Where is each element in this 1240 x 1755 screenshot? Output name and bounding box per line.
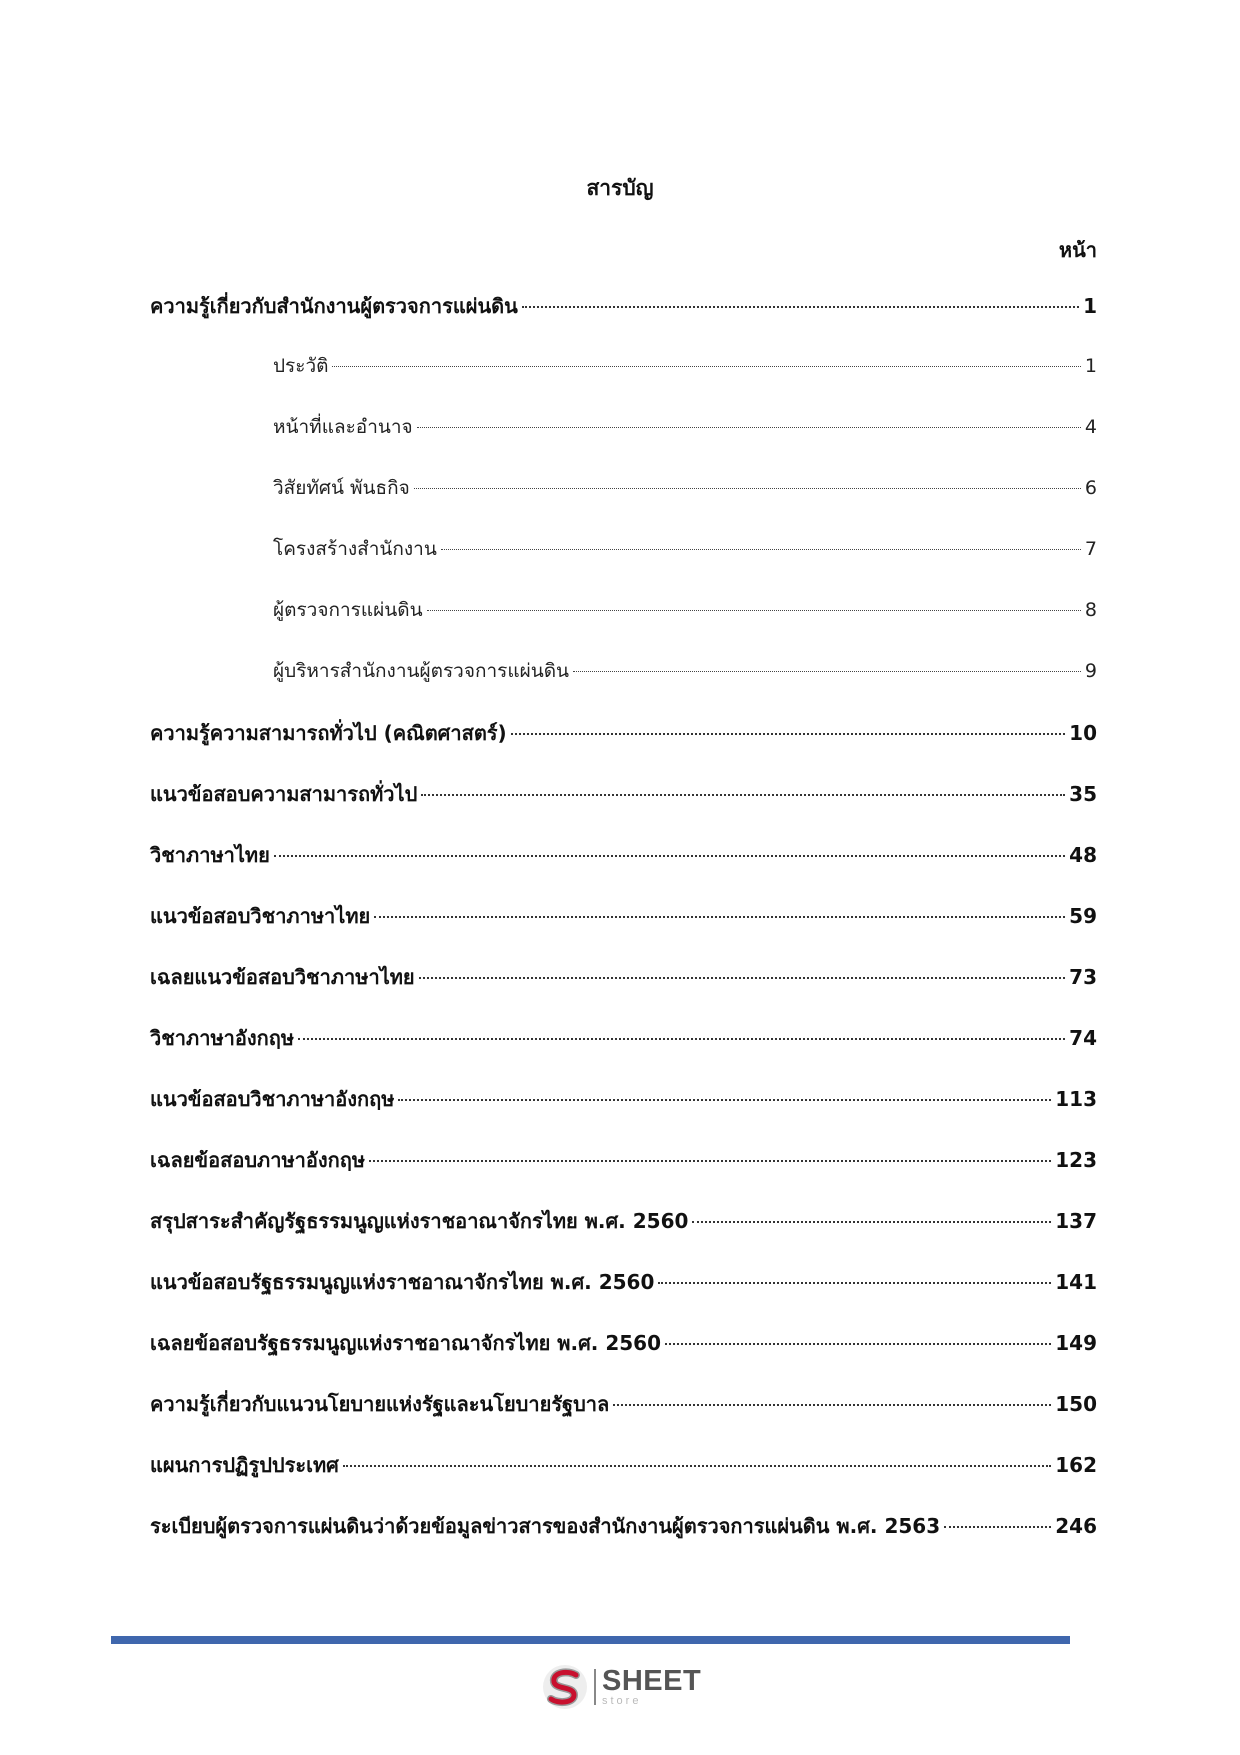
toc-entry-label: แผนการปฏิรูปประเทศ	[150, 1453, 339, 1477]
toc-entry-page-number: 1	[1084, 355, 1097, 377]
toc-entry[interactable]	[150, 778, 1097, 839]
toc-subentry[interactable]	[150, 656, 1097, 717]
toc-entry-page-number: 8	[1084, 599, 1097, 621]
table-of-contents	[150, 290, 1097, 1571]
toc-entry-page-number: 59	[1069, 904, 1097, 928]
toc-entry[interactable]	[150, 1022, 1097, 1083]
toc-subentry[interactable]	[150, 595, 1097, 656]
toc-entry-label: เฉลยข้อสอบรัฐธรรมนูญแห่งราชอาณาจักรไทย พ.ศ. 2560	[150, 1331, 662, 1355]
toc-entry-label: หน้าที่และอำนาจ	[273, 416, 413, 438]
dot-leader	[441, 549, 1081, 550]
toc-entry-page-number: 9	[1084, 660, 1097, 682]
toc-entry-page-number: 150	[1055, 1392, 1097, 1416]
dot-leader	[369, 1160, 1051, 1162]
toc-entry-page-number: 48	[1069, 843, 1097, 867]
toc-entry-page-number: 4	[1084, 416, 1097, 438]
toc-entry-label: แนวข้อสอบวิชาภาษาไทย	[150, 904, 371, 928]
toc-entry[interactable]	[150, 961, 1097, 1022]
toc-entry[interactable]	[150, 1266, 1097, 1327]
logo-separator	[594, 1669, 596, 1705]
dot-leader	[414, 488, 1081, 489]
dot-leader	[398, 1099, 1051, 1101]
toc-entry-page-number: 141	[1055, 1270, 1097, 1294]
dot-leader	[332, 366, 1080, 367]
logo-brand-text: SHEET	[602, 1665, 702, 1697]
toc-entry-label: ความรู้เกี่ยวกับแนวนโยบายแห่งรัฐและนโยบายรัฐบาล	[150, 1392, 610, 1416]
toc-subentry[interactable]	[150, 534, 1097, 595]
toc-entry-label: ระเบียบผู้ตรวจการแผ่นดินว่าด้วยข้อมูลข่าวสารของสำนักงานผู้ตรวจการแผ่นดิน พ.ศ. 2563	[150, 1514, 941, 1538]
dot-leader	[511, 733, 1065, 735]
dot-leader	[692, 1221, 1051, 1223]
toc-entry[interactable]	[150, 900, 1097, 961]
toc-entry-label: สรุปสาระสำคัญรัฐธรรมนูญแห่งราชอาณาจักรไทย พ.ศ. 2560	[150, 1209, 689, 1233]
page-number-column-header: หน้า	[1058, 238, 1097, 262]
toc-entry-page-number: 35	[1069, 782, 1097, 806]
dot-leader	[658, 1282, 1051, 1284]
dot-leader	[298, 1038, 1065, 1040]
dot-leader	[343, 1465, 1051, 1467]
logo-sub-text: store	[602, 1695, 642, 1707]
toc-entry-label: ประวัติ	[273, 355, 329, 377]
toc-entry[interactable]	[150, 839, 1097, 900]
dot-leader	[613, 1404, 1051, 1406]
toc-subentry[interactable]	[150, 351, 1097, 412]
toc-subentry[interactable]	[150, 412, 1097, 473]
toc-entry[interactable]	[150, 1327, 1097, 1388]
sheet-store-s-icon	[540, 1662, 590, 1712]
toc-entry-page-number: 7	[1084, 538, 1097, 560]
toc-entry[interactable]	[150, 717, 1097, 778]
dot-leader	[573, 671, 1081, 672]
toc-entry-page-number: 123	[1055, 1148, 1097, 1172]
toc-entry-label: ผู้ตรวจการแผ่นดิน	[273, 599, 423, 621]
sheet-store-logo	[540, 1662, 701, 1712]
toc-entry-label: แนวข้อสอบรัฐธรรมนูญแห่งราชอาณาจักรไทย พ.ศ. 2560	[150, 1270, 655, 1294]
toc-entry-page-number: 1	[1083, 294, 1097, 318]
toc-entry-page-number: 149	[1055, 1331, 1097, 1355]
toc-entry-label: โครงสร้างสำนักงาน	[273, 538, 437, 560]
toc-entry-label: วิชาภาษาอังกฤษ	[150, 1026, 295, 1050]
toc-entry-page-number: 246	[1055, 1514, 1097, 1538]
toc-entry-label: ความรู้เกี่ยวกับสำนักงานผู้ตรวจการแผ่นดิน	[150, 294, 518, 318]
footer-divider	[111, 1636, 1070, 1644]
toc-entry-page-number: 162	[1055, 1453, 1097, 1477]
toc-entry-page-number: 74	[1069, 1026, 1097, 1050]
toc-entry-label: ผู้บริหารสำนักงานผู้ตรวจการแผ่นดิน	[273, 660, 570, 682]
toc-entry-label: วิชาภาษาไทย	[150, 843, 270, 867]
toc-entry-label: เฉลยแนวข้อสอบวิชาภาษาไทย	[150, 965, 415, 989]
toc-entry-label: เฉลยข้อสอบภาษาอังกฤษ	[150, 1148, 366, 1172]
toc-entry-page-number: 6	[1084, 477, 1097, 499]
dot-leader	[665, 1343, 1051, 1345]
toc-entry[interactable]	[150, 1205, 1097, 1266]
dot-leader	[427, 610, 1081, 611]
toc-entry[interactable]	[150, 1449, 1097, 1510]
dot-leader	[417, 427, 1081, 428]
toc-entry-label: ความรู้ความสามารถทั่วไป (คณิตศาสตร์)	[150, 721, 507, 745]
toc-entry[interactable]	[150, 1388, 1097, 1449]
toc-entry-page-number: 113	[1055, 1087, 1097, 1111]
dot-leader	[374, 916, 1065, 918]
toc-entry-page-number: 137	[1055, 1209, 1097, 1233]
toc-entry[interactable]	[150, 1083, 1097, 1144]
toc-entry-label: แนวข้อสอบวิชาภาษาอังกฤษ	[150, 1087, 395, 1111]
toc-entry[interactable]	[150, 1510, 1097, 1571]
toc-entry-page-number: 10	[1069, 721, 1097, 745]
dot-leader	[421, 794, 1065, 796]
page-title: สารบัญ	[586, 176, 654, 200]
dot-leader	[944, 1526, 1051, 1528]
toc-entry[interactable]	[150, 290, 1097, 351]
toc-entry-label: แนวข้อสอบความสามารถทั่วไป	[150, 782, 418, 806]
toc-entry-label: วิสัยทัศน์ พันธกิจ	[273, 477, 410, 499]
dot-leader	[522, 306, 1079, 308]
toc-entry-page-number: 73	[1069, 965, 1097, 989]
dot-leader	[419, 977, 1066, 979]
toc-subentry[interactable]	[150, 473, 1097, 534]
dot-leader	[274, 855, 1065, 857]
toc-entry[interactable]	[150, 1144, 1097, 1205]
